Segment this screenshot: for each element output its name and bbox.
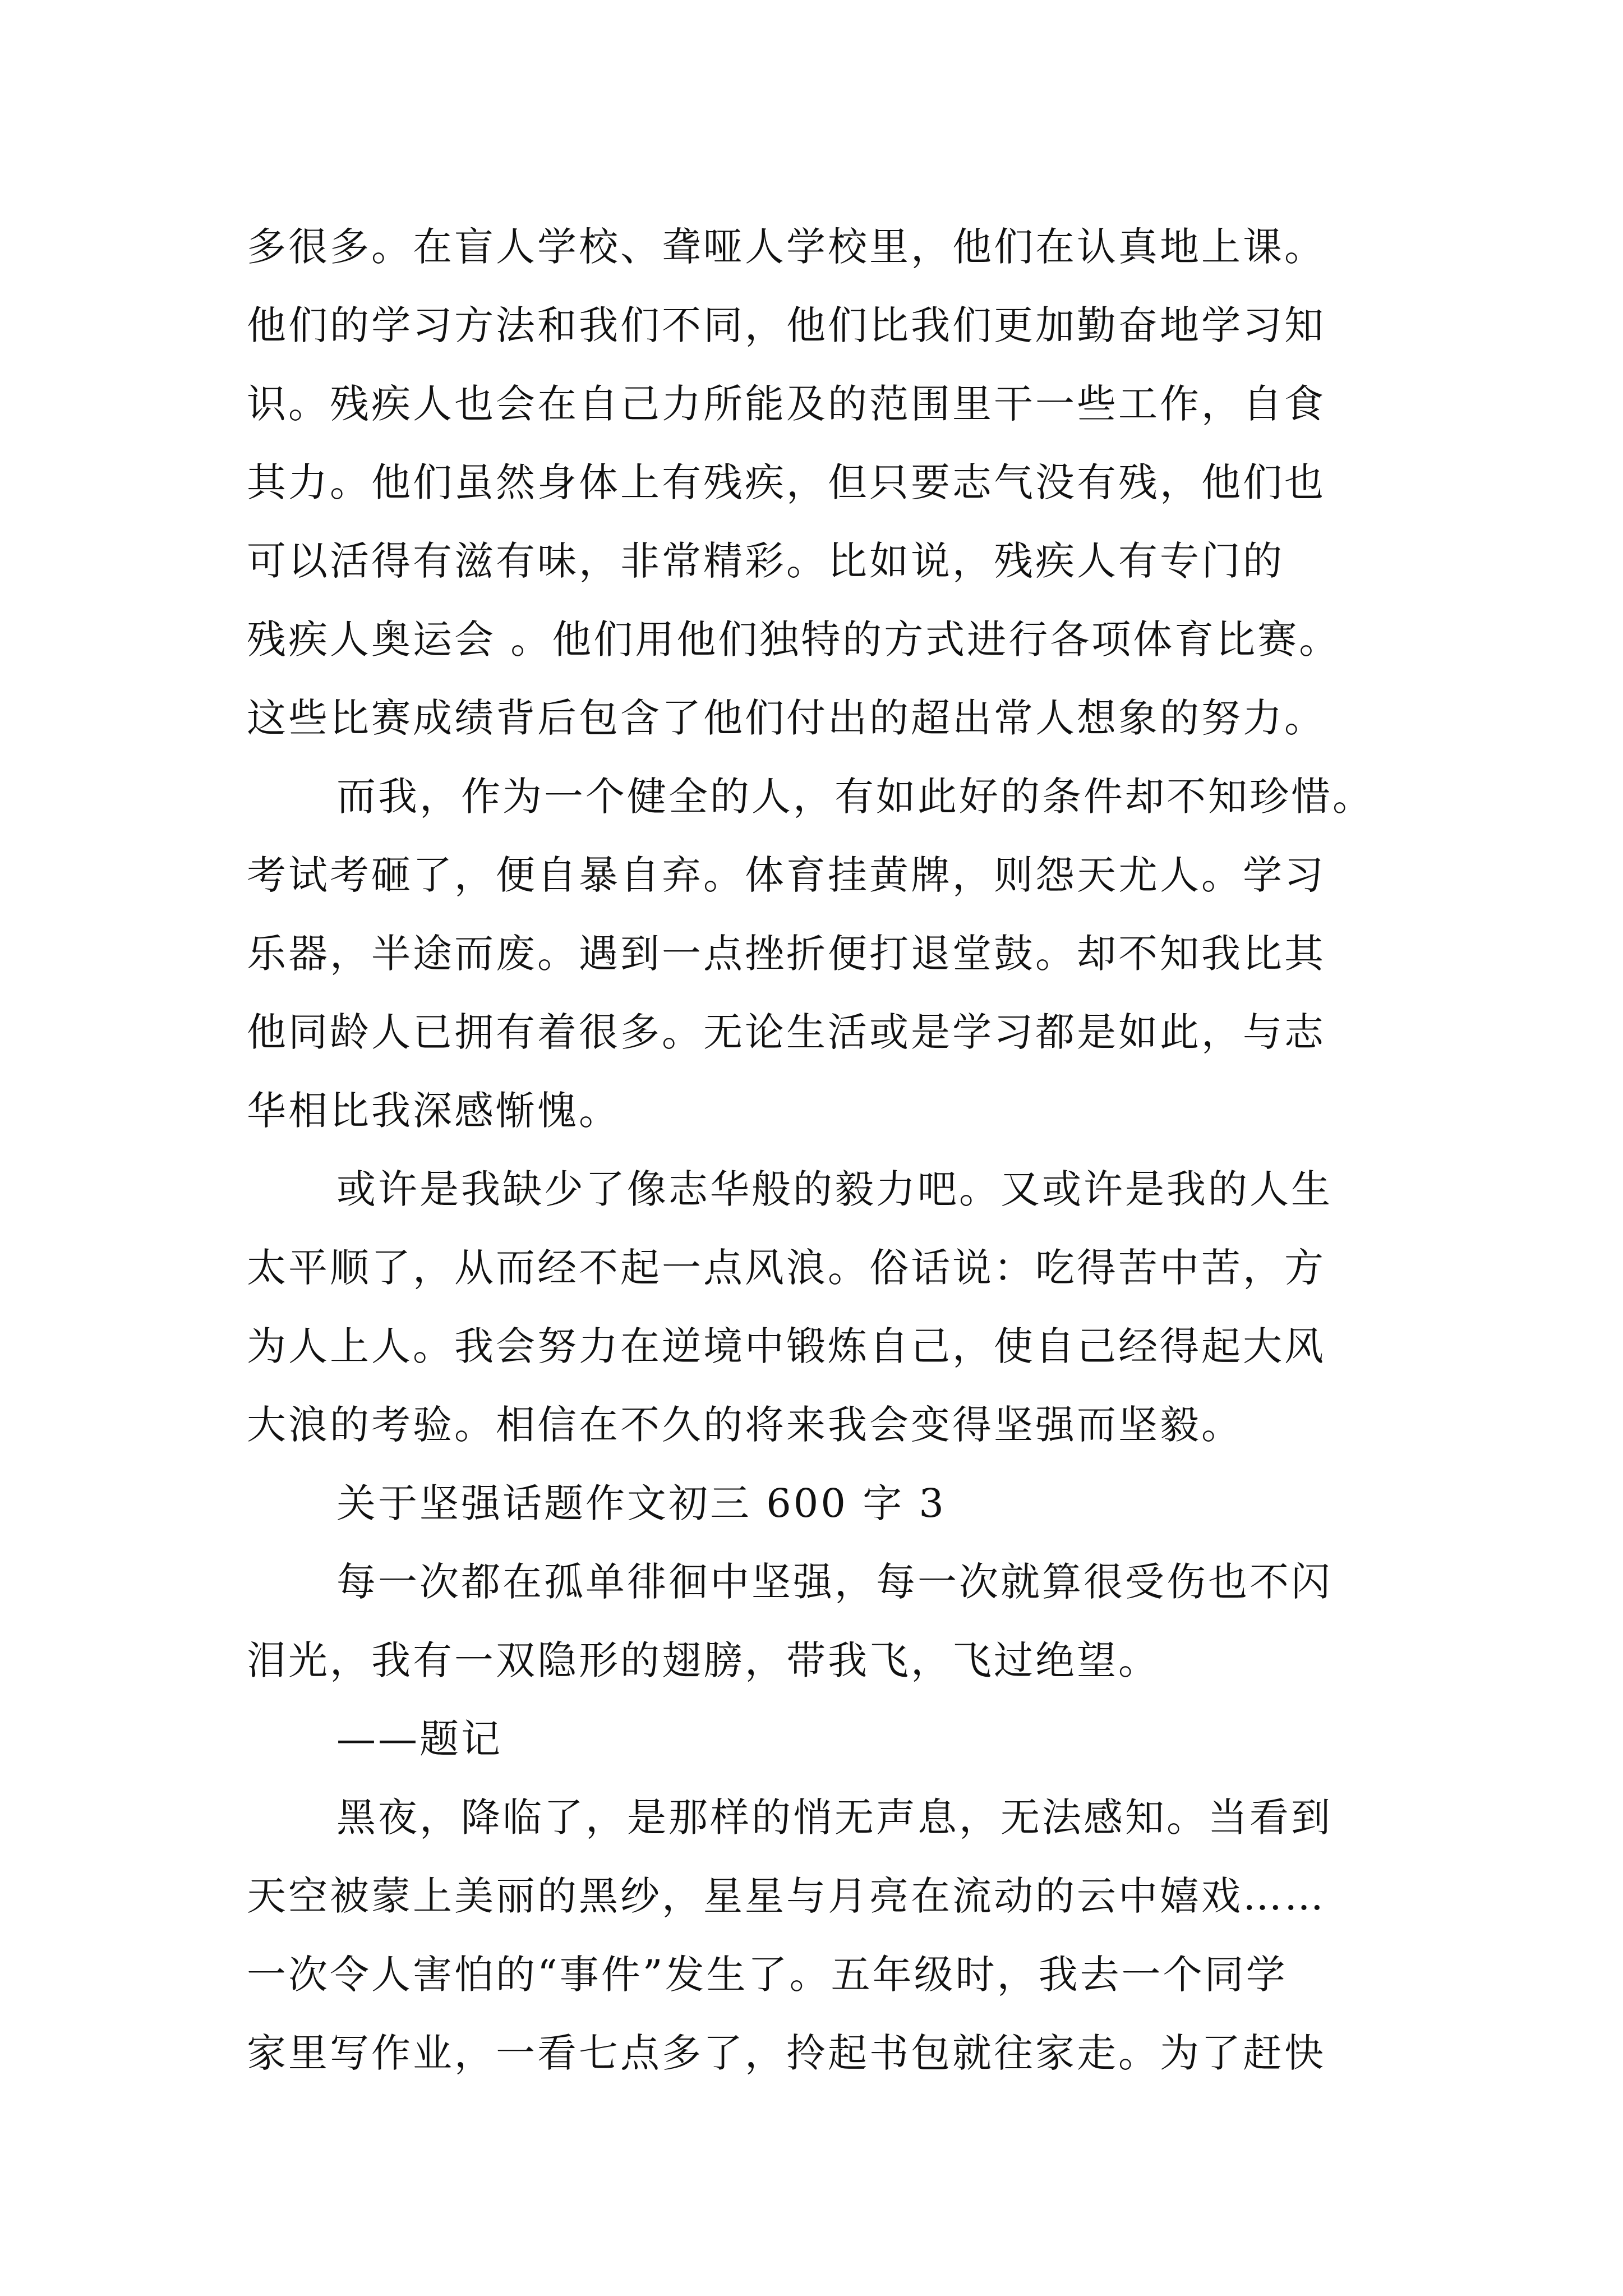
text-line-3: 识。残疾人也会在自己力所能及的范围里干一些工作，自食 <box>247 381 1326 427</box>
text-line-22: 天空被蒙上美丽的黑纱，星星与月亮在流动的云中嬉戏…… <box>247 1873 1326 1919</box>
text-line-9: 考试考砸了，便自暴自弃。体育挂黄牌，则怨天尤人。学习 <box>247 852 1326 898</box>
text-line-2: 他们的学习方法和我们不同，他们比我们更加勤奋地学习知 <box>247 302 1326 348</box>
epigraph-attribution: ——题记 <box>336 1716 502 1762</box>
text-line-6: 残疾人奥运会 。他们用他们独特的方式进行各项体育比赛。 <box>247 616 1341 662</box>
text-line-10: 乐器，半途而废。遇到一点挫折便打退堂鼓。却不知我比其 <box>247 931 1326 977</box>
paragraph-start-line: 黑夜，降临了，是那样的悄无声息，无法感知。当看到 <box>336 1795 1332 1841</box>
text-line-5: 可以活得有滋有味，非常精彩。比如说，残疾人有专门的 <box>247 538 1284 584</box>
text-line-12: 华相比我深感惭愧。 <box>247 1088 620 1134</box>
text-line-14: 太平顺了，从而经不起一点风浪。俗话说：吃得苦中苦，方 <box>247 1245 1326 1291</box>
text-line-24: 家里写作业，一看七点多了，拎起书包就往家走。为了赶快 <box>247 2030 1326 2076</box>
text-line-7: 这些比赛成绩背后包含了他们付出的超出常人想象的努力。 <box>247 695 1326 741</box>
text-line-15: 为人上人。我会努力在逆境中锻炼自己，使自己经得起大风 <box>247 1323 1326 1369</box>
text-line-23: 一次令人害怕的“事件”发生了。五年级时，我去一个同学 <box>247 1952 1288 1998</box>
text-line-19: 泪光，我有一双隐形的翅膀，带我飞，飞过绝望。 <box>247 1637 1160 1683</box>
text-line-4: 其力。他们虽然身体上有残疾，但只要志气没有残，他们也 <box>247 459 1326 505</box>
paragraph-start-line: 或许是我缺少了像志华般的毅力吧。又或许是我的人生 <box>336 1166 1332 1212</box>
paragraph-start-line: 而我，作为一个健全的人，有如此好的条件却不知珍惜。 <box>336 774 1374 820</box>
section-heading: 关于坚强话题作文初三 600 字 3 <box>336 1480 946 1526</box>
text-line-16: 大浪的考验。相信在不久的将来我会变得坚强而坚毅。 <box>247 1402 1243 1448</box>
paragraph-start-line: 每一次都在孤单徘徊中坚强，每一次就算很受伤也不闪 <box>336 1559 1332 1605</box>
text-line-1: 多很多。在盲人学校、聋哑人学校里，他们在认真地上课。 <box>247 224 1326 270</box>
text-line-11: 他同龄人已拥有着很多。无论生活或是学习都是如此，与志 <box>247 1009 1326 1055</box>
